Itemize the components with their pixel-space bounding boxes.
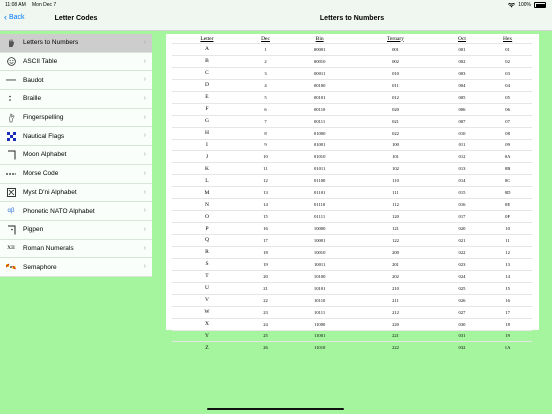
- table-row: [172, 103, 532, 115]
- table-cell-oct: 011: [441, 139, 483, 151]
- table-cell-oct: 015: [441, 187, 483, 199]
- sidebar-item-label: ASCII Table: [23, 58, 58, 66]
- table-cell-ternary: 112: [350, 199, 441, 211]
- table-cell-dec: 15: [242, 211, 289, 223]
- table-row: [172, 306, 532, 318]
- table-cell-ternary: 211: [350, 294, 441, 306]
- table-cell-ternary: 102: [350, 163, 441, 175]
- sidebar-item-morse-code[interactable]: [0, 165, 152, 184]
- table-cell-hex: 18: [483, 318, 532, 330]
- table-cell-letter: H: [172, 127, 242, 139]
- table-cell-ternary: 222: [350, 342, 441, 353]
- table-cell-oct: 020: [441, 223, 483, 235]
- table-cell-oct: 021: [441, 235, 483, 247]
- sidebar-item-label: Morse Code: [23, 170, 59, 178]
- table-row: [172, 127, 532, 139]
- status-date: Mon Dec 7: [32, 2, 57, 8]
- table-cell-bin: 10110: [289, 294, 350, 306]
- table-row: [172, 115, 532, 127]
- pigpen-icon: [5, 225, 17, 235]
- table-cell-letter: N: [172, 199, 242, 211]
- table-cell-hex: 11: [483, 235, 532, 247]
- table-cell-hex: 1A: [483, 342, 532, 353]
- table-cell-bin: 10011: [289, 258, 350, 270]
- table-cell-letter: P: [172, 223, 242, 235]
- status-bar: [0, 0, 552, 10]
- table-cell-oct: 031: [441, 330, 483, 342]
- table-cell-hex: 0E: [483, 199, 532, 211]
- table-cell-dec: 1: [242, 44, 289, 56]
- hand-sign-icon: [5, 113, 17, 123]
- chevron-right-icon: ›: [143, 225, 146, 233]
- table-cell-letter: U: [172, 282, 242, 294]
- status-time: 11:08 AM: [5, 2, 26, 8]
- table-cell-letter: G: [172, 115, 242, 127]
- table-cell-bin: 00001: [289, 44, 350, 56]
- sidebar: [0, 0, 153, 414]
- table-cell-ternary: 111: [350, 187, 441, 199]
- chevron-right-icon: ›: [143, 263, 146, 271]
- table-cell-oct: 032: [441, 342, 483, 353]
- table-cell-bin: 10101: [289, 282, 350, 294]
- sidebar-item-pigpen[interactable]: [0, 221, 152, 240]
- table-row: [172, 282, 532, 294]
- table-cell-oct: 005: [441, 91, 483, 103]
- table-cell-letter: K: [172, 163, 242, 175]
- table-cell-hex: 14: [483, 270, 532, 282]
- table-cell-dec: 12: [242, 175, 289, 187]
- table-cell-oct: 013: [441, 163, 483, 175]
- sidebar-item-baudot[interactable]: [0, 71, 152, 90]
- table-cell-bin: 10010: [289, 246, 350, 258]
- table-cell-oct: 001: [441, 44, 483, 56]
- table-cell-dec: 21: [242, 282, 289, 294]
- table-cell-letter: X: [172, 318, 242, 330]
- sidebar-item-label: Fingerspelling: [23, 114, 64, 122]
- chevron-right-icon: ›: [143, 95, 146, 103]
- table-cell-dec: 10: [242, 151, 289, 163]
- table-cell-ternary: 020: [350, 103, 441, 115]
- table-cell-hex: 0D: [483, 187, 532, 199]
- table-cell-oct: 007: [441, 115, 483, 127]
- table-cell-oct: 030: [441, 318, 483, 330]
- chevron-left-icon: ‹: [4, 12, 7, 22]
- table-row: [172, 294, 532, 306]
- table-row: [172, 187, 532, 199]
- table-row: [172, 211, 532, 223]
- alpha-beta-icon: αβ: [7, 208, 15, 215]
- table-cell-letter: V: [172, 294, 242, 306]
- table-cell-ternary: 212: [350, 306, 441, 318]
- table-cell-bin: 00011: [289, 67, 350, 79]
- chevron-right-icon: ›: [143, 169, 146, 177]
- table-cell-ternary: 120: [350, 211, 441, 223]
- table-cell-bin: 01100: [289, 175, 350, 187]
- table-row: [172, 223, 532, 235]
- table-row: [172, 246, 532, 258]
- table-cell-oct: 004: [441, 79, 483, 91]
- table-cell-ternary: 220: [350, 318, 441, 330]
- table-cell-dec: 25: [242, 330, 289, 342]
- sidebar-item-roman-numerals[interactable]: [0, 240, 152, 259]
- table-cell-ternary: 010: [350, 67, 441, 79]
- chevron-right-icon: ›: [143, 39, 146, 46]
- table-cell-letter: M: [172, 187, 242, 199]
- table-cell-hex: 02: [483, 55, 532, 67]
- sidebar-item-ascii-table[interactable]: [0, 53, 152, 72]
- sidebar-item-label: Braille: [23, 95, 42, 103]
- back-label: Back: [9, 14, 25, 21]
- table-cell-ternary: 012: [350, 91, 441, 103]
- table-cell-ternary: 121: [350, 223, 441, 235]
- table-cell-hex: 03: [483, 67, 532, 79]
- table-cell-bin: 01111: [289, 211, 350, 223]
- letters-table-container[interactable]: [166, 34, 539, 351]
- table-cell-bin: 11001: [289, 330, 350, 342]
- table-row: [172, 151, 532, 163]
- table-row: [172, 199, 532, 211]
- table-cell-letter: C: [172, 67, 242, 79]
- table-cell-letter: L: [172, 175, 242, 187]
- table-cell-ternary: 002: [350, 55, 441, 67]
- table-cell-letter: T: [172, 270, 242, 282]
- table-row: [172, 67, 532, 79]
- table-row: [172, 175, 532, 187]
- table-cell-letter: W: [172, 306, 242, 318]
- table-cell-hex: 0A: [483, 151, 532, 163]
- table-cell-ternary: 021: [350, 115, 441, 127]
- table-cell-hex: 01: [483, 44, 532, 56]
- sidebar-item-letters-to-numbers[interactable]: [0, 34, 152, 53]
- column-header-ternary: Ternary: [386, 35, 405, 42]
- table-cell-letter: Y: [172, 330, 242, 342]
- table-cell-letter: Q: [172, 235, 242, 247]
- table-cell-bin: 00100: [289, 79, 350, 91]
- table-cell-ternary: 210: [350, 282, 441, 294]
- table-cell-dec: 9: [242, 139, 289, 151]
- battery-icon: [534, 2, 546, 8]
- table-cell-hex: 04: [483, 79, 532, 91]
- table-cell-ternary: 001: [350, 44, 441, 56]
- table-cell-bin: 01000: [289, 127, 350, 139]
- sidebar-item-moon-alphabet[interactable]: [0, 146, 152, 165]
- smiley-icon: [5, 57, 17, 67]
- table-cell-hex: 16: [483, 294, 532, 306]
- table-cell-oct: 026: [441, 294, 483, 306]
- braille-icon: [5, 94, 17, 104]
- table-cell-dec: 4: [242, 79, 289, 91]
- sidebar-title: Letter Codes: [54, 15, 98, 22]
- table-cell-dec: 14: [242, 199, 289, 211]
- table-cell-hex: 0F: [483, 211, 532, 223]
- wifi-icon: [508, 3, 515, 8]
- table-cell-oct: 010: [441, 127, 483, 139]
- table-row: [172, 270, 532, 282]
- battery-percent: 100%: [518, 2, 531, 8]
- sidebar-item-label: Roman Numerals: [23, 244, 74, 252]
- table-cell-bin: 01001: [289, 139, 350, 151]
- table-cell-oct: 014: [441, 175, 483, 187]
- column-header-oct: Oct: [458, 35, 466, 42]
- table-cell-hex: 12: [483, 246, 532, 258]
- table-cell-ternary: 202: [350, 270, 441, 282]
- table-cell-dec: 13: [242, 187, 289, 199]
- chevron-right-icon: ›: [143, 188, 146, 196]
- table-cell-ternary: 100: [350, 139, 441, 151]
- table-cell-letter: B: [172, 55, 242, 67]
- table-cell-hex: 09: [483, 139, 532, 151]
- table-cell-letter: E: [172, 91, 242, 103]
- table-cell-oct: 002: [441, 55, 483, 67]
- table-cell-letter: R: [172, 246, 242, 258]
- table-cell-letter: J: [172, 151, 242, 163]
- sidebar-menu: [0, 34, 152, 277]
- sidebar-item-label: Moon Alphabet: [23, 151, 67, 159]
- table-cell-oct: 024: [441, 270, 483, 282]
- table-cell-letter: D: [172, 79, 242, 91]
- sidebar-item-label: Semaphore: [23, 263, 57, 271]
- table-cell-oct: 006: [441, 103, 483, 115]
- page-title: Letters to Numbers: [319, 15, 385, 22]
- table-cell-hex: 0C: [483, 175, 532, 187]
- table-cell-ternary: 122: [350, 235, 441, 247]
- table-cell-ternary: 110: [350, 175, 441, 187]
- table-cell-oct: 016: [441, 199, 483, 211]
- table-cell-bin: 01011: [289, 163, 350, 175]
- hand-numbers-icon: [5, 38, 17, 48]
- sidebar-item-label: Letters to Numbers: [23, 39, 79, 47]
- table-row: [172, 330, 532, 342]
- home-indicator[interactable]: [207, 408, 344, 410]
- table-cell-bin: 10100: [289, 270, 350, 282]
- table-cell-dec: 2: [242, 55, 289, 67]
- table-cell-dec: 16: [242, 223, 289, 235]
- table-cell-dec: 8: [242, 127, 289, 139]
- column-header-letter: Letter: [200, 35, 214, 42]
- table-cell-letter: O: [172, 211, 242, 223]
- table-cell-letter: Z: [172, 342, 242, 353]
- table-cell-ternary: 200: [350, 246, 441, 258]
- sidebar-item-label: Phonetic NATO Alphabet: [23, 207, 95, 215]
- table-cell-hex: 05: [483, 91, 532, 103]
- chevron-right-icon: ›: [143, 113, 146, 121]
- sidebar-item-phonetic-nato-alphabet[interactable]: [0, 202, 152, 221]
- table-cell-ternary: 022: [350, 127, 441, 139]
- chevron-right-icon: ›: [143, 132, 146, 140]
- table-cell-dec: 23: [242, 306, 289, 318]
- table-cell-bin: 10111: [289, 306, 350, 318]
- table-cell-hex: 10: [483, 223, 532, 235]
- sidebar-item-braille[interactable]: [0, 90, 152, 109]
- table-cell-dec: 22: [242, 294, 289, 306]
- chevron-right-icon: ›: [143, 207, 146, 215]
- table-cell-oct: 022: [441, 246, 483, 258]
- sidebar-item-myst-dni-alphabet[interactable]: [0, 184, 152, 203]
- chevron-right-icon: ›: [143, 244, 146, 252]
- table-cell-bin: 00010: [289, 55, 350, 67]
- sidebar-item-label: Myst D'ni Alphabet: [23, 188, 77, 196]
- table-cell-bin: 00101: [289, 91, 350, 103]
- column-header-hex: Hex: [502, 35, 513, 42]
- table-row: [172, 44, 532, 56]
- semaphore-flags-icon: [5, 262, 17, 272]
- table-cell-bin: 00111: [289, 115, 350, 127]
- table-cell-dec: 26: [242, 342, 289, 353]
- letters-table: [172, 34, 532, 353]
- table-row: [172, 235, 532, 247]
- table-cell-letter: S: [172, 258, 242, 270]
- table-cell-oct: 023: [441, 258, 483, 270]
- table-cell-bin: 01010: [289, 151, 350, 163]
- table-cell-dec: 24: [242, 318, 289, 330]
- table-cell-dec: 11: [242, 163, 289, 175]
- sidebar-item-nautical-flags[interactable]: [0, 127, 152, 146]
- table-cell-bin: 10001: [289, 235, 350, 247]
- table-row: [172, 258, 532, 270]
- table-cell-dec: 19: [242, 258, 289, 270]
- table-row: [172, 163, 532, 175]
- table-row: [172, 55, 532, 67]
- sidebar-item-fingerspelling[interactable]: [0, 109, 152, 128]
- sidebar-item-semaphore[interactable]: [0, 258, 152, 277]
- table-cell-ternary: 011: [350, 79, 441, 91]
- table-cell-bin: 01110: [289, 199, 350, 211]
- morse-dash-icon: [5, 169, 17, 179]
- column-header-dec: Dec: [261, 35, 270, 42]
- table-cell-dec: 20: [242, 270, 289, 282]
- column-header-bin: Bin: [315, 35, 324, 42]
- table-cell-hex: 15: [483, 282, 532, 294]
- table-cell-dec: 7: [242, 115, 289, 127]
- table-cell-hex: 13: [483, 258, 532, 270]
- table-cell-hex: 19: [483, 330, 532, 342]
- table-cell-hex: 0B: [483, 163, 532, 175]
- table-cell-bin: 11000: [289, 318, 350, 330]
- table-cell-hex: 17: [483, 306, 532, 318]
- table-row: [172, 318, 532, 330]
- sidebar-item-label: Pigpen: [23, 226, 44, 234]
- table-row: [172, 139, 532, 151]
- table-cell-dec: 6: [242, 103, 289, 115]
- detail-pane: [152, 0, 552, 414]
- table-cell-letter: I: [172, 139, 242, 151]
- table-row: [172, 91, 532, 103]
- sidebar-item-label: Nautical Flags: [23, 132, 65, 140]
- moon-symbol-icon: [5, 150, 17, 160]
- table-row: [172, 79, 532, 91]
- table-cell-letter: F: [172, 103, 242, 115]
- table-cell-dec: 17: [242, 235, 289, 247]
- table-cell-hex: 06: [483, 103, 532, 115]
- table-cell-letter: A: [172, 44, 242, 56]
- table-cell-hex: 07: [483, 115, 532, 127]
- roman-numeral-icon: XII: [7, 245, 15, 252]
- dni-glyph-icon: [5, 187, 17, 197]
- table-cell-dec: 5: [242, 91, 289, 103]
- chevron-right-icon: ›: [143, 76, 146, 84]
- checkered-flag-icon: [5, 131, 17, 141]
- table-cell-ternary: 221: [350, 330, 441, 342]
- dots-line-icon: [5, 75, 17, 85]
- table-cell-oct: 012: [441, 151, 483, 163]
- table-cell-oct: 017: [441, 211, 483, 223]
- table-cell-dec: 3: [242, 67, 289, 79]
- chevron-right-icon: ›: [143, 57, 146, 65]
- table-cell-oct: 003: [441, 67, 483, 79]
- table-cell-ternary: 101: [350, 151, 441, 163]
- chevron-right-icon: ›: [143, 151, 146, 159]
- table-cell-bin: 11010: [289, 342, 350, 353]
- table-cell-oct: 027: [441, 306, 483, 318]
- table-row: [172, 342, 532, 353]
- table-cell-bin: 00110: [289, 103, 350, 115]
- table-cell-ternary: 201: [350, 258, 441, 270]
- sidebar-item-label: Baudot: [23, 76, 44, 84]
- table-cell-bin: 01101: [289, 187, 350, 199]
- table-header-row: [172, 34, 532, 44]
- table-cell-hex: 08: [483, 127, 532, 139]
- table-cell-dec: 18: [242, 246, 289, 258]
- table-cell-oct: 025: [441, 282, 483, 294]
- table-cell-bin: 10000: [289, 223, 350, 235]
